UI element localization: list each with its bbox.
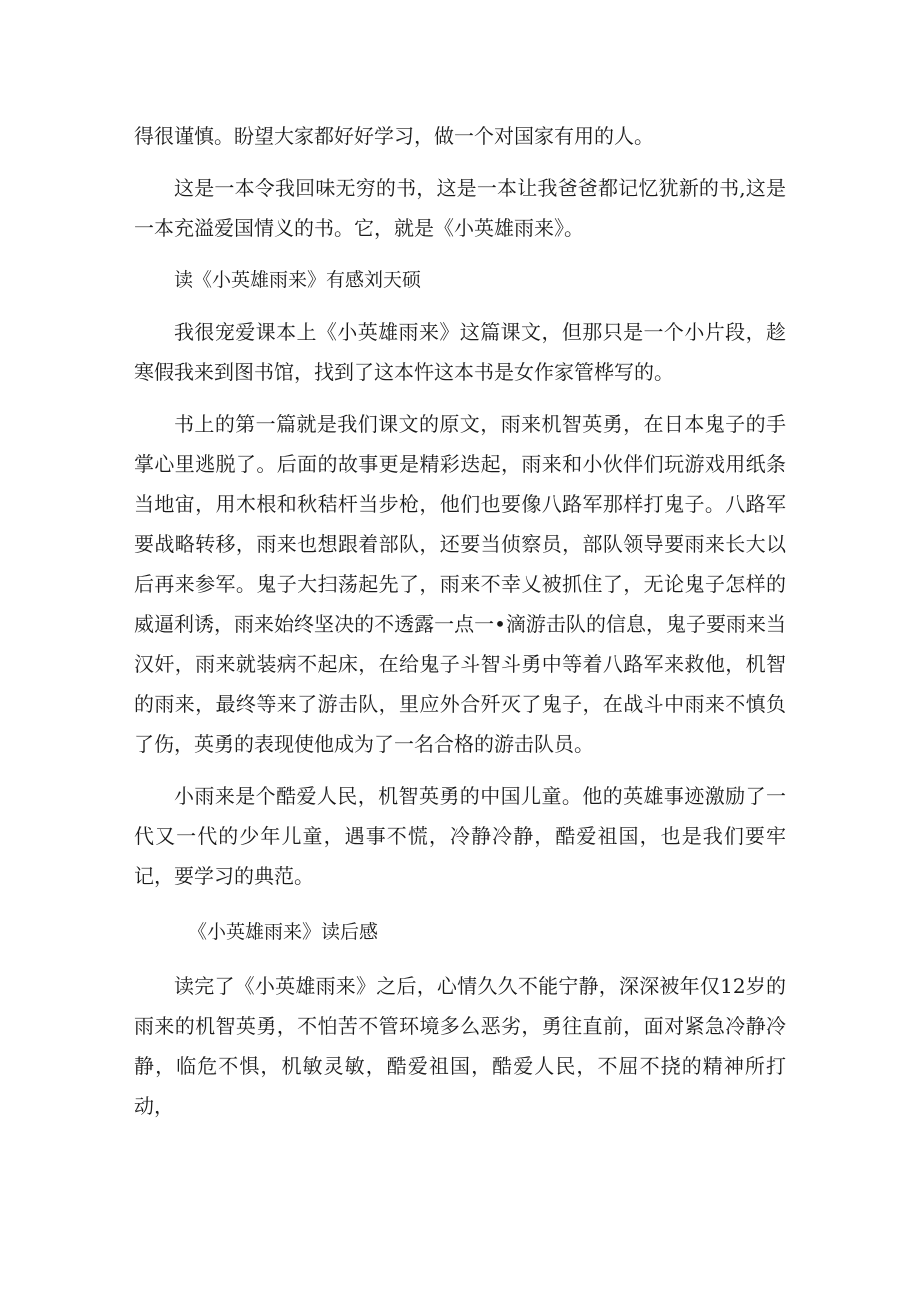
paragraph: 书上的第一篇就是我们课文的原文，雨来机智英勇，在日本鬼子的手掌心里逃脱了。后面的故事更是精彩迭起，雨来和小伙伴们玩游戏用纸条当地宙，用木根和秋秸杆当步枪，他们也要像八路军那样打鬼子。八路军要战略转移，雨来也想跟着部队，还要当侦察员，部队领导要雨来长大以后再来参军。鬼子大扫荡起先了，雨来不幸乂被抓住了，无论鬼子怎样的威逼利诱，雨来始终坚决的不透露一点一•滴游击队的信息，鬼子要雨来当汉奸，雨来就装病不起床，在给鬼子斗智斗勇中等着八路军来救他，机智的雨来，最终等来了游击队，里应外合歼灭了鬼子，在战斗中雨来不慎负了伤，英勇的表现使他成为了一名合格的游击队员。 bbox=[134, 412, 786, 756]
paragraph: 这是一本令我回味无穷的书，这是一本让我爸爸都记忆犹新的书,这是一本充溢爱国情义的书。它，就是《小英雄雨来》。 bbox=[134, 176, 786, 240]
essay-title: 《小英雄雨来》读后感 bbox=[188, 921, 379, 943]
document-body bbox=[134, 116, 786, 1138]
paragraph-continued: 得很谨慎。盼望大家都好好学习，做一个对国家有用的人。 bbox=[134, 124, 654, 148]
paragraph: 我很宠爱课本上《小英雄雨来》这篇课文，但那只是一个小片段，趁寒假我来到图书馆，找到了这本忤这本书是女作家管桦写的。 bbox=[134, 320, 786, 384]
paragraph: 读完了《小英雄雨来》之后，心情久久不能宁静，深深被年仅12岁的雨来的机智英勇，不怕苦不管环境多么恶劣，勇往直前，面对紧急冷静冷静，临危不惧，机敏灵敏，酷爱祖国，酷爱人民，不屈不挠的精神所打动， bbox=[134, 974, 786, 1118]
essay-title: 读《小英雄雨来》有感刘天硕 bbox=[174, 269, 422, 291]
paragraph: 小雨来是个酷爱人民，机智英勇的中国儿童。他的英雄事迹激励了一代又一代的少年儿童，遇事不慌，冷静冷静，酷爱祖国，也是我们要牢记，要学习的典范。 bbox=[134, 784, 786, 888]
